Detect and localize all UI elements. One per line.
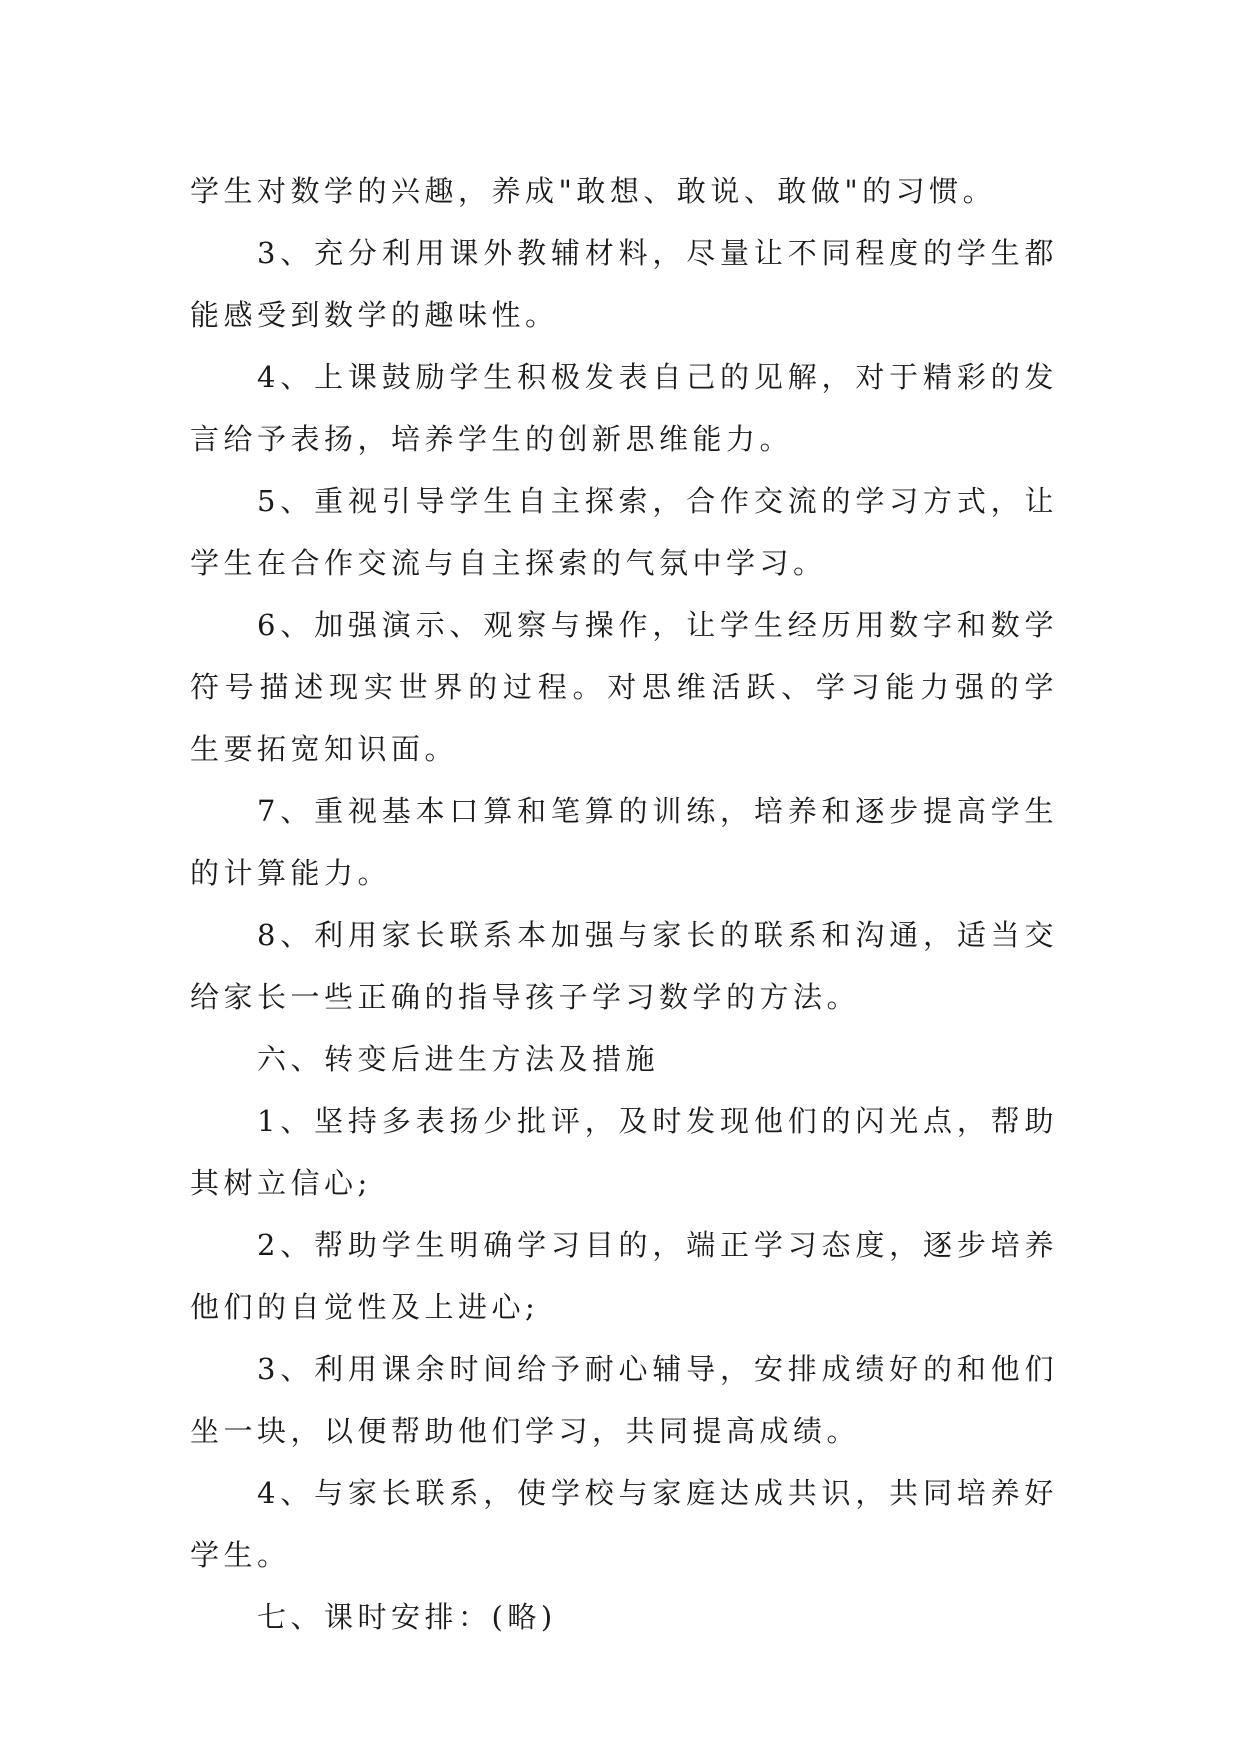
paragraph-item-5: 5、重视引导学生自主探索，合作交流的学习方式，让学生在合作交流与自主探索的气氛中学习。 xyxy=(190,484,1058,580)
paragraph-item-3: 3、充分利用课外教辅材料，尽量让不同程度的学生都能感受到数学的趣味性。 xyxy=(190,236,1058,332)
paragraph-item-8: 8、利用家长联系本加强与家长的联系和沟通，适当交给家长一些正确的指导孩子学习数学的方法。 xyxy=(190,918,1058,1014)
paragraph-continuation: 学生对数学的兴趣，养成"敢想、敢说、敢做"的习惯。 xyxy=(190,174,997,208)
paragraph-measure-1: 1、坚持多表扬少批评，及时发现他们的闪光点，帮助其树立信心; xyxy=(190,1104,1058,1200)
paragraph-measure-4: 4、与家长联系，使学校与家庭达成共识，共同培养好学生。 xyxy=(190,1476,1058,1572)
paragraph-item-7: 7、重视基本口算和笔算的训练，培养和逐步提高学生的计算能力。 xyxy=(190,794,1058,890)
paragraph-item-4: 4、上课鼓励学生积极发表自己的见解，对于精彩的发言给予表扬，培养学生的创新思维能力。 xyxy=(190,360,1058,456)
section-heading-6: 六、转变后进生方法及措施 xyxy=(257,1042,660,1076)
paragraph-measure-2: 2、帮助学生明确学习目的，端正学习态度，逐步培养他们的自觉性及上进心; xyxy=(190,1228,1058,1324)
paragraph-measure-3: 3、利用课余时间给予耐心辅导，安排成绩好的和他们坐一块，以便帮助他们学习，共同提高成绩。 xyxy=(190,1352,1058,1448)
section-heading-7: 七、课时安排：(略) xyxy=(257,1600,557,1634)
document-body xyxy=(190,160,1058,1648)
paragraph-item-6: 6、加强演示、观察与操作，让学生经历用数字和数学符号描述现实世界的过程。对思维活跃、学习能力强的学生要拓宽知识面。 xyxy=(190,608,1058,766)
